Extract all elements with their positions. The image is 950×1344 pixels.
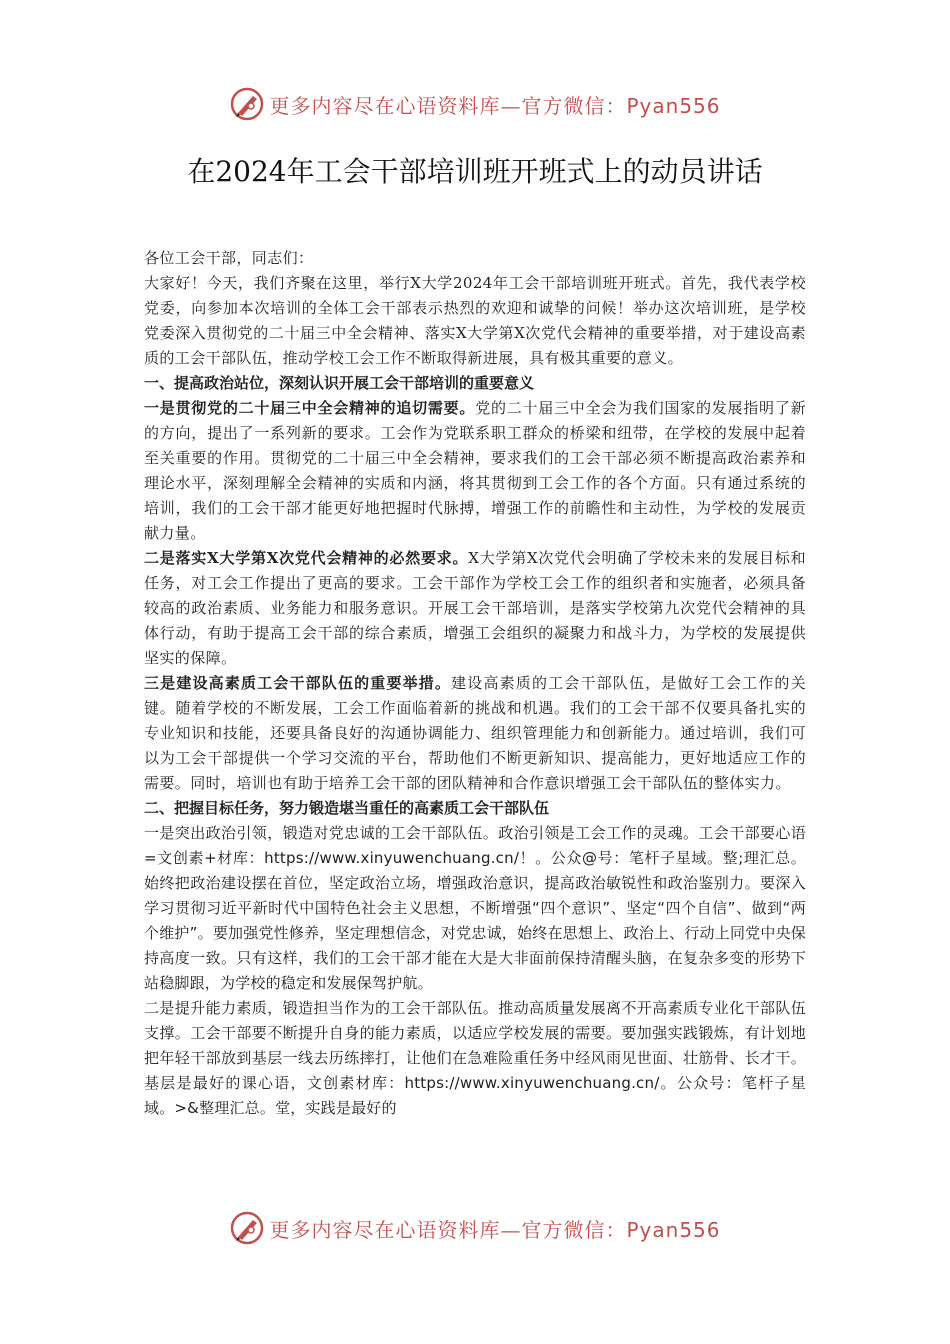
section1-point-3: 三是建设高素质工会干部队伍的重要举措。建设高素质的工会干部队伍，是做好工会工作的关键。随着学校的不断发展，工会工作面临着新的挑战和机遇。我们的工会干部不仅要具备扎实的专业知识和技能，还要具备良好的沟通协调能力、组织管理能力和创新能力。通过培训，我们可以为工会干部提供一个学习交流的平台，帮助他们不断更新知识、提高能力，更好地适应工作的需要。同时，培训也有助于培养工会干部的团队精神和合作意识增强工会干部队伍的整体实力。 [144, 674, 806, 792]
watermark-text: 更多内容尽在心语资料库—官方微信：Pyan556 [269, 1217, 721, 1242]
page-title: 在2024年工会干部培训班开班式上的动员讲话 [187, 155, 763, 188]
salutation: 各位工会干部，同志们： [144, 249, 314, 267]
watermark-banner-bottom [0, 1206, 950, 1250]
intro-paragraph: 大家好！今天，我们齐聚在这里，举行X大学2024年工会干部培训班开班式。首先，我代表学校党委，向参加本次培训的全体工会干部表示热烈的欢迎和诚挚的问候！举办这次培训班，是学校党委深入贯彻党的二十届三中全会精神、落实X大学第X次党代会精神的重要举措，对于建设高素质的工会干部队伍，推动学校工会工作不断取得新进展，具有极其重要的意义。 [144, 274, 806, 367]
section1-point-1: 一是贯彻党的二十届三中全会精神的追切需要。党的二十届三中全会为我们国家的发展指明了新的方向，提出了一系列新的要求。工会作为党联系职工群众的桥梁和纽带，在学校的发展中起着至关重要的作用。贯彻党的二十届三中全会精神，要求我们的工会干部必须不断提高政治素养和理论水平，深刻理解全会精神的实质和内涵，将其贯彻到工会工作的各个方面。只有通过系统的培训，我们的工会干部才能更好地把握时代脉搏，增强工作的前瞻性和主动性，为学校的发展贡献力量。 [144, 399, 806, 542]
section1-point-2: 二是落实X大学第X次党代会精神的必然要求。X大学第X次党代会明确了学校未来的发展目标和任务，对工会工作提出了更高的要求。工会干部作为学校工会工作的组织者和实施者，必须具备较高的政治素质、业务能力和服务意识。开展工会干部培训，是落实学校第九次党代会精神的具体行动，有助于提高工会干部的综合素质，增强工会组织的凝聚力和战斗力，为学校的发展提供坚实的保障。 [144, 549, 806, 667]
pen-logo-icon [229, 86, 265, 122]
watermark-text: 更多内容尽在心语资料库—官方微信：Pyan556 [269, 93, 721, 118]
watermark-banner-top [0, 82, 950, 126]
document-body [144, 246, 806, 1121]
section2-paragraph-1: 一是突出政治引领，锻造对党忠诚的工会干部队伍。政治引领是工会工作的灵魂。工会干部要心语=文创素+材库：https://www.xinyuwenchuang.cn/！。公众@号：笔杆子星域。整;理汇总。始终把政治建设摆在首位，坚定政治立场，增强政治意识，提高政治敏锐性和政治鉴别力。要深入学习贯彻习近平新时代中国特色社会主义思想，不断增强“四个意识”、坚定“四个自信”、做到“两个维护”。要加强党性修养，坚定理想信念，对党忠诚，始终在思想上、政治上、行动上同党中央保持高度一致。只有这样，我们的工会干部才能在大是大非面前保持清醒头脑，在复杂多变的形势下站稳脚跟，为学校的稳定和发展保驾护航。 [144, 824, 806, 992]
section2-paragraph-2: 二是提升能力素质，锻造担当作为的工会干部队伍。推动高质量发展离不开高素质专业化干部队伍支撑。工会干部要不断提升自身的能力素质，以适应学校发展的需要。要加强实践锻炼，有计划地把年轻干部放到基层一线去历练摔打，让他们在急难险重任务中经风雨见世面、壮筋骨、长才干。基层是最好的课心语，文创素材库：https://www.xinyuwenchuang.cn/。公众号：笔杆子星域。>&整理汇总。堂，实践是最好的 [144, 999, 806, 1117]
section-heading-1: 一、提高政治站位，深刻认识开展工会干部培训的重要意义 [144, 374, 535, 392]
section-heading-2: 二、把握目标任务，努力锻造堪当重任的高素质工会干部队伍 [144, 799, 550, 817]
pen-logo-icon [229, 1210, 265, 1246]
